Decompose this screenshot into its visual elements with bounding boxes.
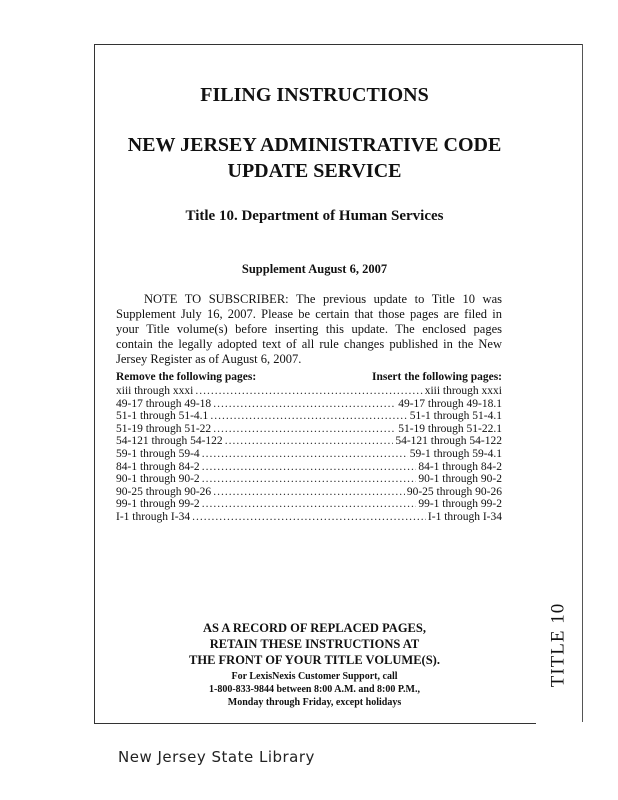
table-row xyxy=(116,461,502,474)
record-line3: THE FRONT OF YOUR TITLE VOLUME(S). xyxy=(189,653,440,667)
subscriber-note xyxy=(116,292,502,367)
remove-range: 54-121 through 54-122 xyxy=(116,435,223,448)
record-notice xyxy=(94,620,535,668)
insert-range: 49-17 through 49-18.1 xyxy=(398,397,502,410)
dot-leader xyxy=(202,473,417,486)
remove-header: Remove the following pages: xyxy=(116,371,257,383)
dot-leader xyxy=(202,498,417,511)
code-title-line1: NEW JERSEY ADMINISTRATIVE CODE xyxy=(127,134,502,156)
remove-range: 99-1 through 99-2 xyxy=(116,498,200,511)
remove-range: xiii through xxxi xyxy=(116,385,194,397)
pages-table xyxy=(116,370,502,524)
table-row xyxy=(116,398,502,411)
insert-header: Insert the following pages: xyxy=(371,371,502,383)
insert-range: 90-1 through 90-2 xyxy=(418,473,502,486)
insert-range: 51-1 through 51-4.1 xyxy=(409,410,502,423)
insert-range: 84-1 through 84-2 xyxy=(418,460,502,473)
subscriber-note-text: NOTE TO SUBSCRIBER: The previous update to Title 10 was Supplement July 16, 2007. Please be certain that those pages are filed in your Title volume(s) before inserting this update. The enclosed pages contain the legally adopted text of all rule changes published in the New Jersey Register as of August 6, 2007. xyxy=(116,292,502,366)
insert-range: 90-25 through 90-26 xyxy=(406,485,502,498)
insert-range: xiii through xxxi xyxy=(424,385,502,397)
supplement-date: Supplement August 6, 2007 xyxy=(241,262,388,276)
support-line2: 1-800-833-9844 between 8:00 A.M. and 8:00 P.M., xyxy=(208,684,420,695)
remove-range: 51-1 through 51-4.1 xyxy=(116,410,209,423)
dot-leader xyxy=(213,423,396,436)
tab-side-rule xyxy=(582,44,583,722)
insert-range: 59-1 through 59-4.1 xyxy=(409,447,502,460)
dot-leader xyxy=(225,435,394,448)
record-line1: AS A RECORD OF REPLACED PAGES, xyxy=(203,621,426,635)
table-rows xyxy=(116,385,502,524)
remove-range: 49-17 through 49-18 xyxy=(116,397,212,410)
dot-leader xyxy=(192,511,426,524)
page-heading: FILING INSTRUCTIONS xyxy=(200,84,429,106)
remove-range: 51-19 through 51-22 xyxy=(116,422,212,435)
table-row xyxy=(116,498,502,511)
code-title-line2: UPDATE SERVICE xyxy=(227,160,402,182)
support-line1: For LexisNexis Customer Support, call xyxy=(231,671,398,682)
table-row xyxy=(116,435,502,448)
insert-range: 54-121 through 54-122 xyxy=(395,435,502,448)
table-row xyxy=(116,423,502,436)
dot-leader xyxy=(195,385,422,398)
dot-leader xyxy=(202,448,408,461)
tab-top-rule xyxy=(535,44,582,45)
table-row xyxy=(116,410,502,423)
insert-range: I-1 through I-34 xyxy=(427,510,502,523)
insert-range: 99-1 through 99-2 xyxy=(418,498,502,511)
insert-range: 51-19 through 51-22.1 xyxy=(398,422,502,435)
table-row xyxy=(116,486,502,499)
remove-range: 59-1 through 59-4 xyxy=(116,447,200,460)
record-line2: RETAIN THESE INSTRUCTIONS AT xyxy=(209,637,420,651)
remove-range: 84-1 through 84-2 xyxy=(116,460,200,473)
table-row xyxy=(116,511,502,524)
dot-leader xyxy=(213,398,396,411)
table-row xyxy=(116,473,502,486)
side-tab-label: TITLE 10 xyxy=(547,602,569,688)
title-line: Title 10. Department of Human Services xyxy=(185,208,444,224)
library-stamp: New Jersey State Library xyxy=(118,748,315,766)
dot-leader xyxy=(213,486,405,499)
remove-range: 90-1 through 90-2 xyxy=(116,473,200,486)
table-header xyxy=(116,370,502,384)
remove-range: I-1 through I-34 xyxy=(116,510,191,523)
dot-leader xyxy=(210,410,407,423)
table-row xyxy=(116,448,502,461)
dot-leader xyxy=(202,461,417,474)
remove-range: 90-25 through 90-26 xyxy=(116,485,212,498)
side-tab xyxy=(540,600,576,690)
code-title xyxy=(94,132,535,184)
table-row xyxy=(116,385,502,398)
support-info xyxy=(94,670,535,709)
support-line3: Monday through Friday, except holidays xyxy=(227,697,402,708)
